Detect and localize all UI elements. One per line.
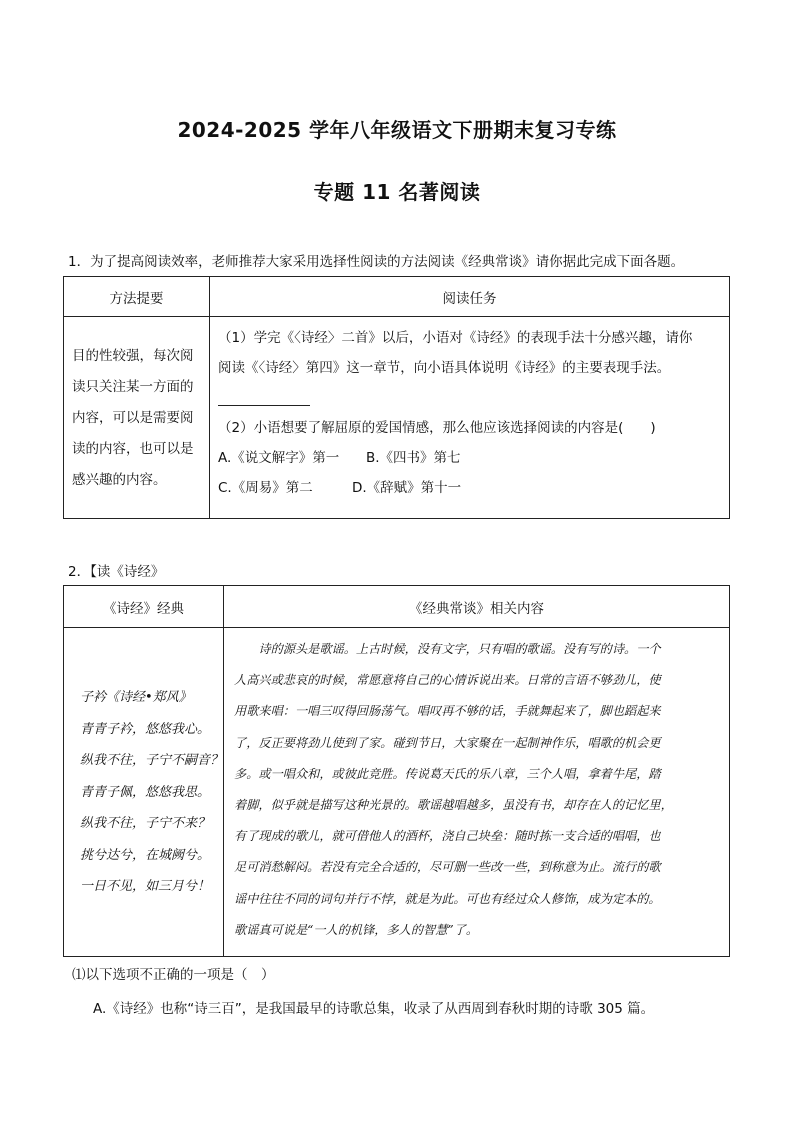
method-line: 读的内容，也可以是	[72, 441, 194, 457]
method-line: 内容，可以是需要阅	[72, 410, 194, 426]
table-header-classic: 《诗经》经典	[64, 586, 224, 628]
method-line: 感兴趣的内容。	[72, 472, 167, 488]
poem-line: 纵我不往，子宁不来？	[80, 816, 211, 831]
essay-line: 歌谣真可说是“一人的机锋，多人的智慧”了。	[234, 922, 479, 937]
poem-line: 挑兮达兮，在城阙兮。	[80, 847, 211, 863]
page-subtitle: 专题 11 名著阅读	[313, 180, 481, 204]
essay-line: 人高兴或悲哀的时候，常愿意将自己的心情诉说出来。日常的言语不够劲儿，使	[234, 673, 661, 688]
table-header-related: 《经典常谈》相关内容	[224, 586, 730, 628]
poem-line: 一日不见，如三月兮！	[80, 879, 211, 894]
essay-cell	[224, 628, 730, 957]
question-1-prompt: 1．为了提高阅读效率，老师推荐大家采用选择性阅读的方法阅读《经典常谈》请你据此完成下面各题。	[68, 254, 685, 270]
task-2-line: （2）小语想要了解屈原的爱国情感，那么他应该选择阅读的内容是( )	[218, 420, 656, 436]
question-1-table	[63, 276, 730, 519]
essay-line: 用歌来唱：一唱三叹得回肠荡气。唱叹再不够的话，手就舞起来了，脚也蹈起来	[234, 704, 661, 719]
method-line: 目的性较强，每次阅	[72, 348, 194, 364]
options-row-1	[218, 443, 721, 473]
task-1-line: 阅读《〈诗经〉第四》这一章节，向小语具体说明《诗经》的主要表现手法。	[218, 360, 671, 376]
essay-line: 了，反正要将劲儿使到了家。碰到节日，大家聚在一起制神作乐，唱歌的机会更	[234, 735, 661, 750]
option-b[interactable]: B.《四书》第七	[366, 450, 461, 466]
poem-line: 纵我不往，子宁不嗣音？	[80, 753, 224, 768]
sub-question-1: ⑴以下选项不正确的一项是（ ）	[72, 967, 275, 983]
method-cell	[64, 317, 210, 519]
option-d[interactable]: D.《辞赋》第十一	[352, 480, 462, 496]
essay-line: 诗的源头是歌谣。上古时候，没有文字，只有唱的歌谣。没有写的诗。一个	[234, 642, 661, 656]
essay-line: 谣中往往不同的词句并行不悖，就是为此。可也有经过众人修饰，成为定本的。	[234, 891, 661, 906]
answer-blank[interactable]	[218, 387, 310, 406]
essay-line: 足可消愁解闷。若没有完全合适的，尽可删一些改一些，到称意为止。流行的歌	[234, 860, 661, 875]
essay-line: 着脚，似乎就是描写这种光景的。歌谣越唱越多，虽没有书，却存在人的记忆里，	[234, 797, 673, 812]
page-title: 2024-2025 学年八年级语文下册期末复习专练	[177, 118, 617, 142]
poem-line: 青青子衿，悠悠我心。	[80, 721, 211, 737]
poem-line: 青青子佩，悠悠我思。	[80, 784, 211, 800]
sub-question-1-option-a[interactable]: A.《诗经》也称“诗三百”，是我国最早的诗歌总集，收录了从西周到春秋时期的诗歌 305 篇。	[93, 1001, 655, 1017]
option-c[interactable]: C.《周易》第二	[218, 480, 313, 496]
essay-line: 有了现成的歌儿，就可借他人的酒杯，浇自己块垒：随时拣一支合适的唱唱，也	[234, 829, 661, 844]
method-line: 读只关注某一方面的	[72, 379, 194, 395]
task-cell	[210, 317, 730, 519]
table-header-task: 阅读任务	[210, 277, 730, 317]
table-header-method: 方法提要	[64, 277, 210, 317]
poem-cell	[64, 628, 224, 957]
poem-line: 子衿《诗经•郑风》	[80, 690, 192, 705]
options-row-2	[218, 473, 721, 503]
question-2-table	[63, 585, 730, 957]
option-a[interactable]: A.《说文解字》第一	[218, 450, 340, 466]
task-1-line: （1）学完《〈诗经〉二首》以后，小语对《诗经》的表现手法十分感兴趣，请你	[218, 330, 693, 346]
essay-line: 多。或一唱众和，或彼此竞胜。传说葛天氏的乐八章，三个人唱，拿着牛尾，踏	[234, 766, 661, 781]
question-2-prompt: 2．【读《诗经》	[68, 564, 165, 580]
